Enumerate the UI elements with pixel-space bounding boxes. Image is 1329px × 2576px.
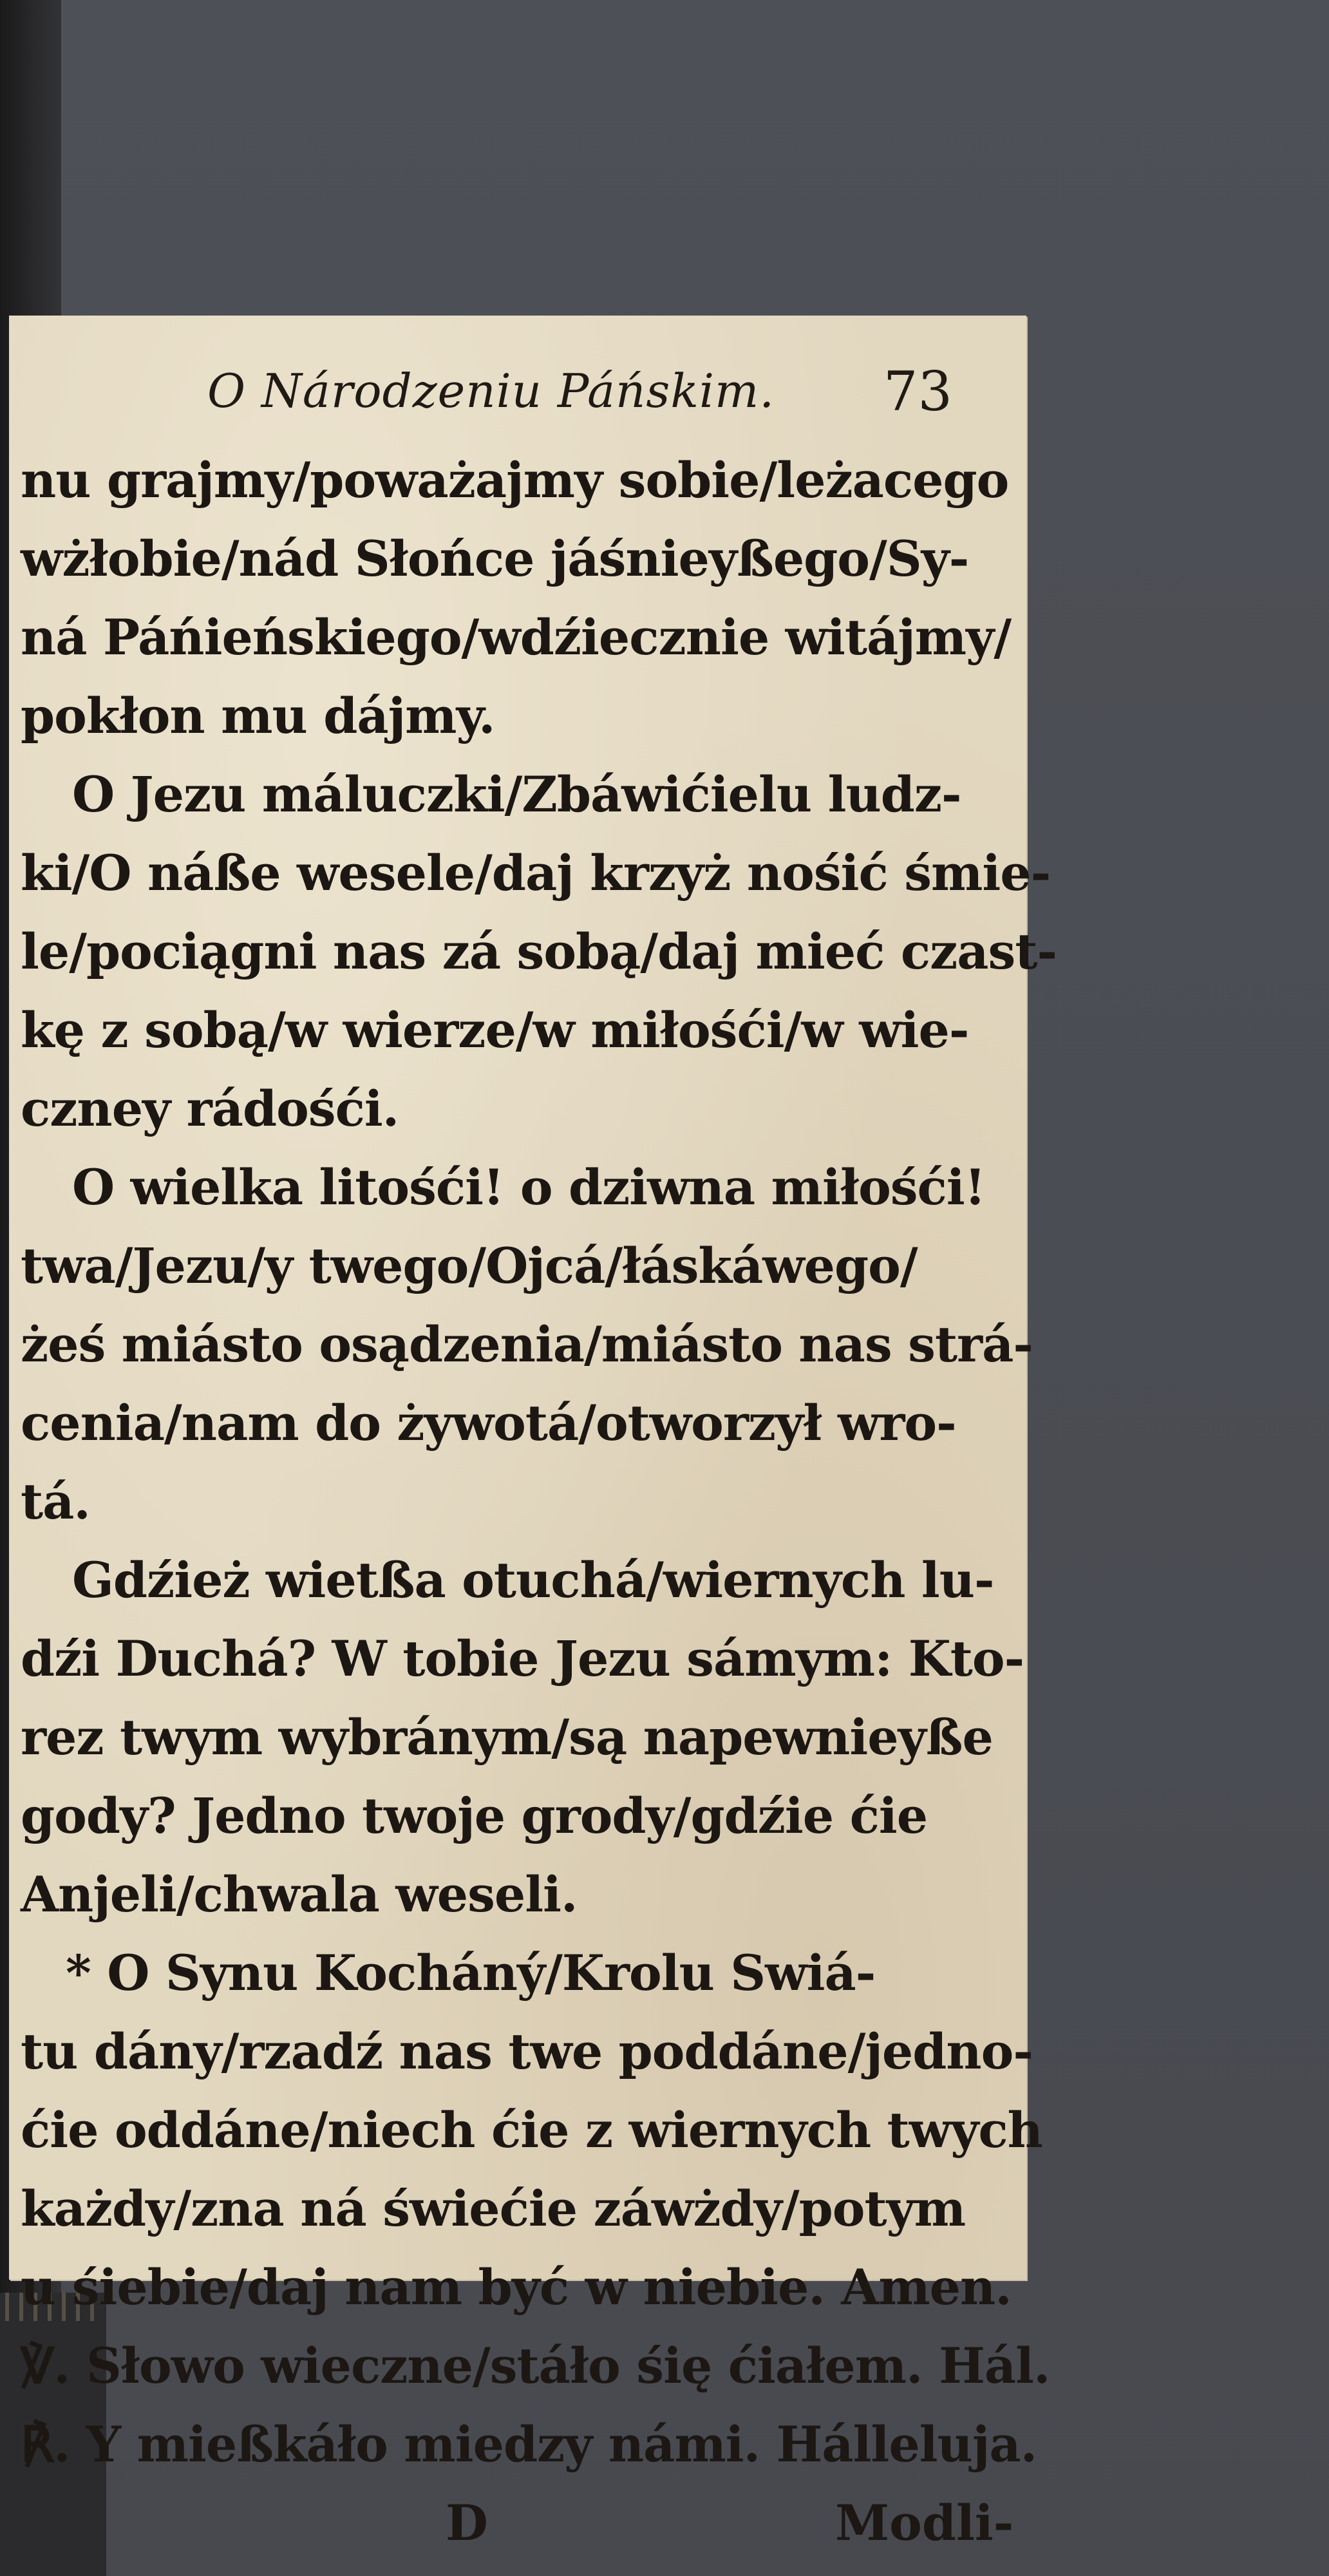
- text-line: ná Páńieńskiego/wdźiecznie witájmy/: [21, 609, 1012, 666]
- text-line: O Jezu máluczki/Zbáwićielu ludz-: [72, 766, 961, 823]
- text-line: rez twym wybránym/są napewnieyße: [21, 1709, 993, 1766]
- text-line: Anjeli/chwala weseli.: [21, 1866, 578, 1923]
- page-footer: [21, 2484, 1014, 2562]
- text-line: ℣. Słowo wieczne/stáło śię ćiałem. Hál.: [21, 2337, 1050, 2394]
- text-line: cenia/nam do żywotá/otworzył wro-: [21, 1394, 956, 1452]
- running-head: O Národzeniu Páńskim.: [207, 364, 775, 418]
- text-line: pokłon mu dájmy.: [21, 687, 495, 744]
- page-number: 73: [883, 360, 952, 423]
- text-line: czney rádośći.: [21, 1080, 399, 1137]
- text-line: nu grajmy/poważajmy sobie/leżacego: [21, 451, 1009, 509]
- text-line: Gdźież wietßa otuchá/wiernych lu-: [72, 1551, 994, 1609]
- text-line: wżłobie/nád Słońce jáśnieyßego/Sy-: [21, 530, 969, 587]
- text-line: le/pociągni nas zá sobą/daj mieć czast-: [21, 923, 1057, 980]
- page-content: [21, 351, 1057, 2552]
- text-line: u śiebie/daj nam być w niebie. Amen.: [21, 2259, 1012, 2316]
- page-header: [21, 351, 986, 428]
- text-line: O wielka litośći! o dziwna miłośći!: [72, 1159, 986, 1216]
- text-line: * O Synu Kocháný/Krolu Swiá-: [66, 1944, 876, 2002]
- text-line: dźi Duchá? W tobie Jezu sámym: Kto-: [21, 1630, 1024, 1687]
- signature-mark: D: [446, 2494, 488, 2552]
- text-line: twa/Jezu/y twego/Ojcá/łáskáwego/: [21, 1237, 918, 1294]
- text-line: ćie oddáne/niech ćie z wiernych twych: [21, 2101, 1042, 2159]
- text-line: każdy/zna ná świećie záwżdy/potym: [21, 2180, 966, 2237]
- text-line: ki/O náße wesele/daj krzyż nośić śmie-: [21, 844, 1051, 902]
- text-line: ℟. Y mießkáło miedzy námi. Hálleluja.: [21, 2416, 1037, 2473]
- book-page: [9, 316, 1057, 2552]
- text-line: tá.: [21, 1473, 90, 1530]
- body-text: [21, 441, 1057, 2562]
- text-line: tu dány/rzadź nas twe poddáne/jedno-: [21, 2023, 1033, 2080]
- text-line: żeś miásto osądzenia/miásto nas strá-: [21, 1316, 1033, 1373]
- text-line: gody? Jedno twoje grody/gdźie ćie: [21, 1787, 928, 1844]
- text-line: kę z sobą/w wierze/w miłośći/w wie-: [21, 1001, 969, 1059]
- catchword: Modli-: [835, 2494, 1014, 2552]
